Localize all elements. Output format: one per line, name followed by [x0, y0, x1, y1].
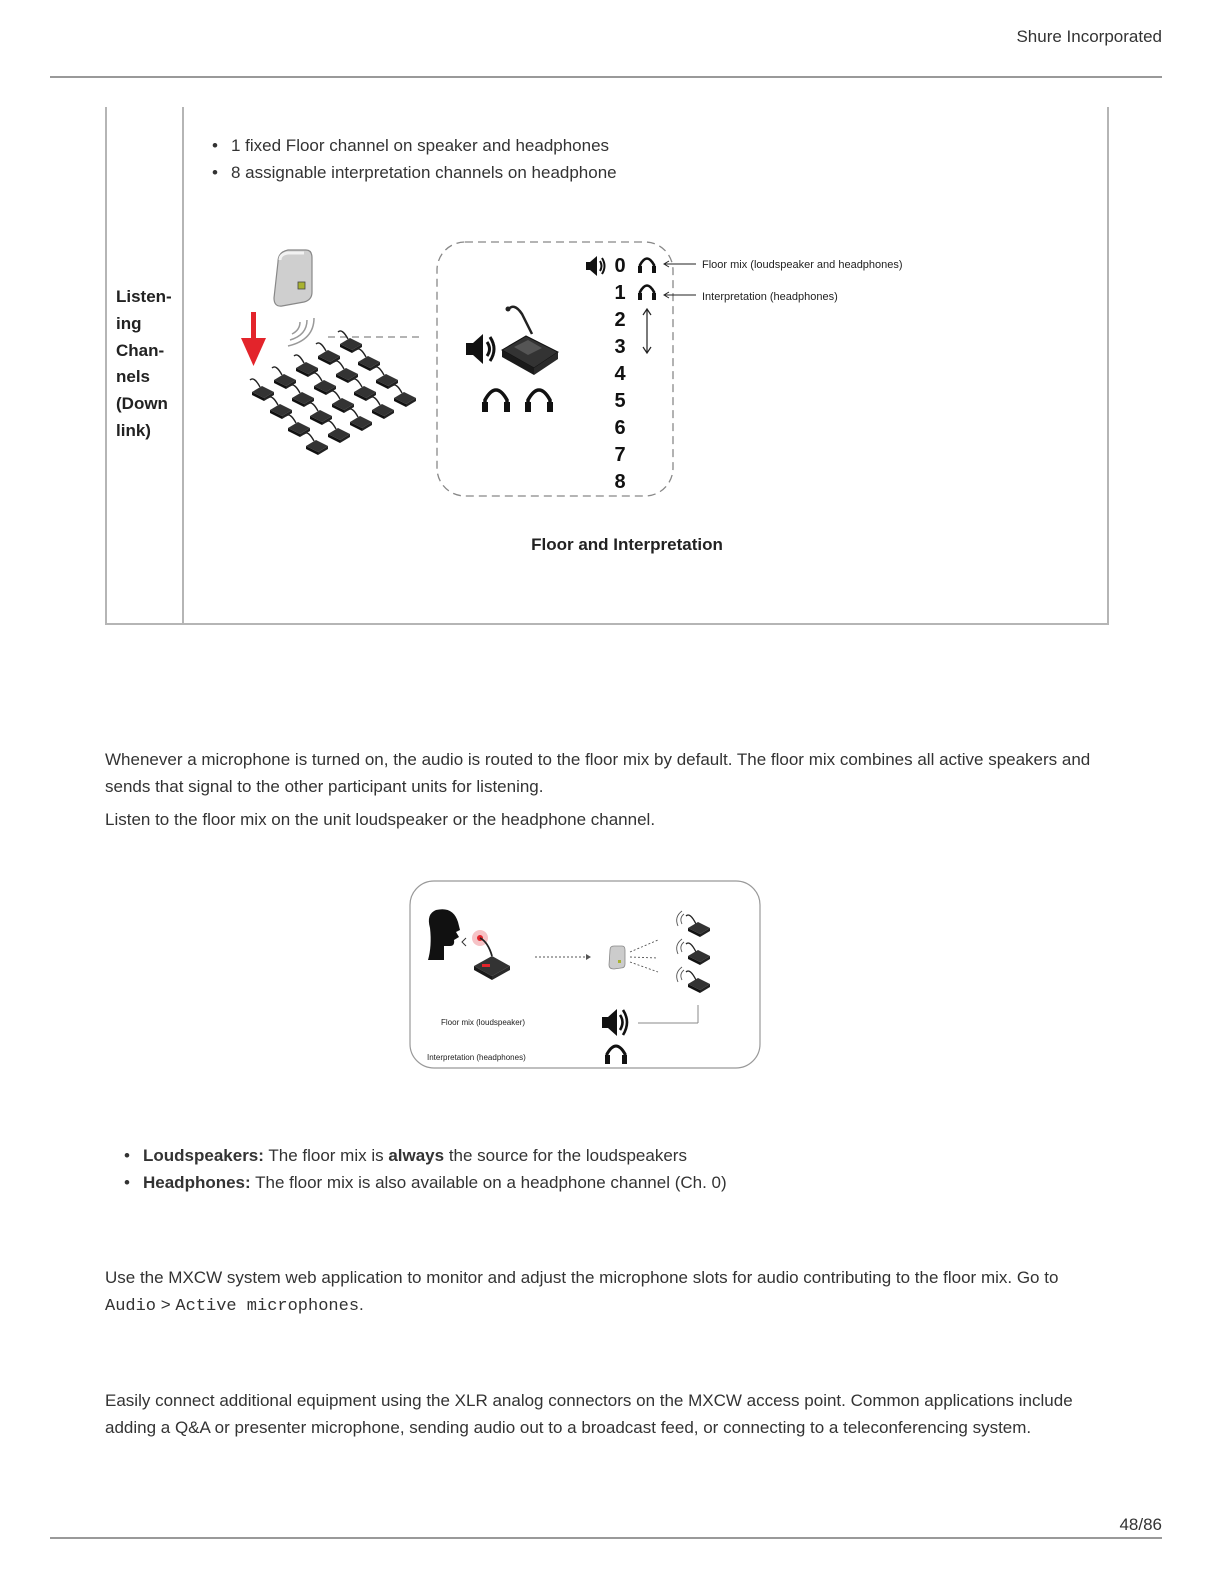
interpretation-label: Interpretation (headphones): [702, 291, 838, 303]
participant-unit-icon: [370, 397, 394, 419]
bullet-term: Headphones:: [143, 1173, 251, 1192]
participant-unit-icon: [294, 355, 318, 377]
table-column-divider: [182, 107, 184, 623]
downlink-arrow-icon: [241, 312, 266, 366]
channel-number: 3: [614, 336, 626, 358]
channel-number: 8: [614, 471, 626, 493]
speaker-icon: [466, 334, 494, 364]
access-point-icon: [274, 250, 312, 306]
list-item: [124, 1143, 727, 1170]
menu-path-active-microphones: Active microphones: [175, 1297, 360, 1316]
participant-unit-icon: [348, 409, 372, 431]
channel-number: 0: [614, 255, 626, 277]
floor-mix-paragraph: Whenever a microphone is turned on, the audio is routed to the floor mix by default. The floor mix combines all active speakers and sends that signal to the other participant units for listening.: [105, 750, 1091, 796]
paragraph-text: Use the MXCW system web application to monitor and adjust the microphone slots for audio contributing to the floor mix. Go to: [105, 1268, 1059, 1287]
bullet-text: the source for the loudspeakers: [444, 1146, 687, 1165]
participant-unit-icon: [268, 397, 292, 419]
channel-bullet-list: [212, 133, 617, 187]
row-label-line: (Down: [116, 394, 168, 414]
delegate-unit-icon: [502, 307, 558, 376]
headphones-icon: [525, 390, 553, 412]
range-arrow-icon: [643, 309, 651, 353]
participant-unit-icon: [330, 391, 354, 413]
channel-number: 6: [614, 417, 626, 439]
floor-mix-label: Floor mix (loudspeaker and headphones): [702, 259, 903, 271]
channel-number: 7: [614, 444, 626, 466]
participant-unit-icon: [352, 379, 376, 401]
participant-unit-icon: [312, 373, 336, 395]
headphones-icon: [482, 390, 510, 412]
speaker-icon: [586, 256, 605, 276]
participant-unit-icon: [308, 403, 332, 425]
web-app-paragraph: [105, 1264, 1110, 1320]
floor-mix-label: Floor mix (loudspeaker): [441, 1018, 526, 1027]
header-company: Shure Incorporated: [1016, 27, 1162, 46]
row-label-line: Listen-: [116, 287, 172, 306]
channel-number: 1: [614, 282, 626, 304]
row-label-line: link): [116, 420, 151, 440]
floor-mix-bullet-list: [124, 1143, 727, 1197]
list-item: [124, 1170, 727, 1197]
bullet-text: The floor mix is: [263, 1146, 389, 1165]
row-label-line: Chan-: [116, 340, 165, 360]
figure-outline: [410, 881, 760, 1068]
channel-numbers: [614, 255, 626, 493]
unit-outline: [437, 242, 673, 496]
channel-number: 5: [614, 390, 626, 412]
headphones-icon: [638, 286, 656, 301]
participant-unit-icon: [250, 379, 274, 401]
access-point-icon: [609, 946, 625, 969]
floor-mix-figure: [408, 880, 764, 1072]
channel-number: 4: [614, 363, 626, 385]
list-item: • 8 assignable interpretation channels on headphone: [212, 160, 617, 187]
row-label-line: ing: [116, 313, 142, 333]
participant-unit-icon: [286, 415, 310, 437]
headphones-icon: [638, 259, 656, 274]
row-label-line: nels: [116, 367, 151, 387]
participant-unit-icon: [316, 343, 340, 365]
wireless-waves-icon: [288, 318, 314, 346]
participant-unit-icon: [326, 421, 350, 443]
menu-path-separator: >: [156, 1295, 176, 1314]
participant-unit-icon: [304, 433, 328, 455]
participant-unit-icon: [356, 349, 380, 371]
paragraph-end: .: [359, 1295, 364, 1314]
figure-caption: Floor and Interpretation: [531, 535, 723, 554]
bullet-term: Loudspeakers:: [143, 1146, 264, 1165]
channel-number: 2: [614, 309, 626, 331]
floor-interpretation-figure: [230, 230, 950, 510]
listen-paragraph: Listen to the floor mix on the unit loudspeaker or the headphone channel.: [105, 810, 656, 829]
participant-unit-icon: [290, 385, 314, 407]
footer-rule: [50, 1537, 1162, 1539]
menu-path-audio: Audio: [105, 1297, 157, 1316]
participant-unit-icon: [272, 367, 296, 389]
interpretation-label: Interpretation (headphones): [427, 1053, 526, 1062]
participant-unit-icon: [334, 361, 358, 383]
xlr-paragraph: Easily connect additional equipment using the XLR analog connectors on the MXCW access point. Common applications include adding a Q&A or presenter microphone, sending audio out to a broadcast feed, or connecting to a teleconferencing system.: [105, 1391, 1073, 1437]
label-arrow-icon: [664, 261, 696, 298]
list-item: • 1 fixed Floor channel on speaker and headphones: [212, 133, 617, 160]
page-number: 48/86: [1119, 1515, 1162, 1534]
participant-unit-icon: [392, 385, 416, 407]
row-label: [116, 284, 180, 445]
participant-unit-icon: [374, 367, 398, 389]
participant-units-icon: [250, 331, 416, 455]
participant-unit-icon: [338, 331, 362, 353]
bullet-emphasis: always: [388, 1146, 445, 1165]
bullet-text: The floor mix is also available on a headphone channel (Ch. 0): [250, 1173, 727, 1192]
header-rule: [50, 76, 1162, 78]
